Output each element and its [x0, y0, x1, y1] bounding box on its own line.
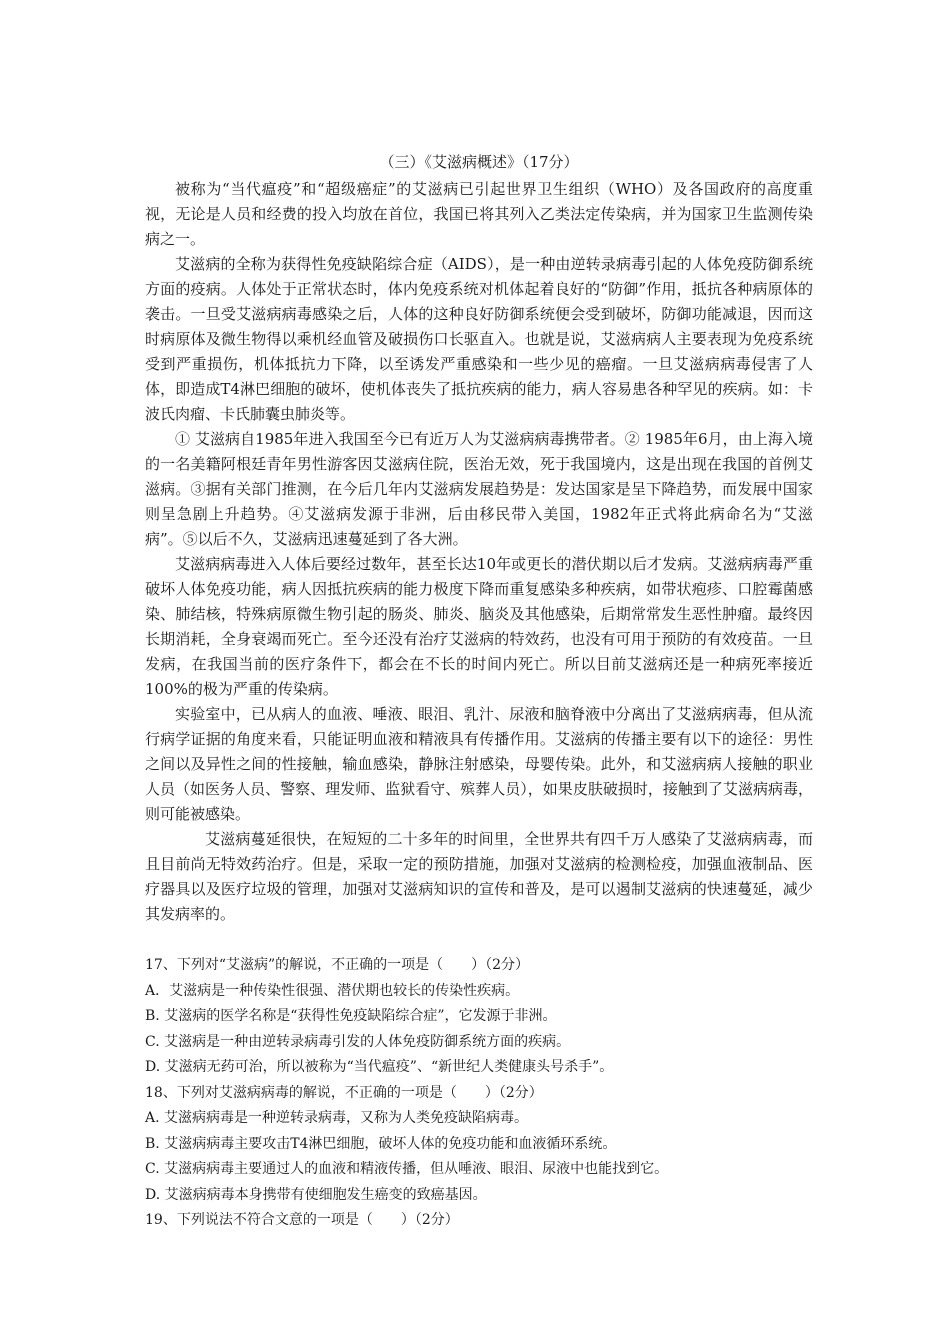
paragraph-3: ① 艾滋病自1985年进入我国至今已有近万人为艾滋病病毒携带者。② 1985年6月，由上海入境的一名美籍阿根廷青年男性游客因艾滋病住院，医治无效，死于我国境内，这是出现在我国的首例艾滋病。③据有关部门推测，在今后几年内艾滋病发展趋势是：发达国家是呈下降趋势，而发展中国家则呈急剧上升趋势。④艾滋病发源于非洲，后由移民带入美国，1982年正式将此病命名为“艾滋病”。⑤以后不久，艾滋病迅速蔓延到了各大洲。: [145, 430, 813, 548]
question-19-stem: 19、下列说法不符合文意的一项是（ ）（2分）: [145, 1212, 459, 1228]
question-18-option-c: C. 艾滋病病毒主要通过人的血液和精液传播，但从唾液、眼泪、尿液中也能找到它。: [145, 1161, 669, 1177]
question-18-option-b: B. 艾滋病病毒主要攻击T4淋巴细胞，破坏人体的免疫功能和血液循环系统。: [145, 1135, 617, 1152]
paragraph-6: 艾滋病蔓延很快，在短短的二十多年的时间里，全世界共有四千万人感染了艾滋病病毒，而且目前尚无特效药治疗。但是，采取一定的预防措施，加强对艾滋病的检测检疫，加强血液制品、医疗器具以及医疗垃圾的管理，加强对艾滋病知识的宣传和普及，是可以遏制艾滋病的快速蔓延，减少其发病率的。: [145, 830, 813, 923]
paragraph-2: 艾滋病的全称为获得性免疫缺陷综合症（AIDS），是一种由逆转录病毒引起的人体免疫防御系统方面的疫病。人体处于正常状态时，体内免疫系统对机体起着良好的“防御”作用，抵抗各种病原体的袭击。一旦受艾滋病病毒感染之后，人体的这种良好防御系统便会受到破坏，防御功能减退，因而这时病原体及微生物得以乘机经血管及破损伤口长驱直入。也就是说，艾滋病病人主要表现为免疫系统受到严重损伤，机体抵抗力下降，以至诱发严重感染和一些少见的癌瘤。一旦艾滋病病毒侵害了人体，即造成T4淋巴细胞的破坏，使机体丧失了抵抗疾病的能力，病人容易患各种罕见的疾病。如：卡波氏肉瘤、卡氏肺囊虫肺炎等。: [145, 255, 813, 423]
paragraph-1: 被称为“当代瘟疫”和“超级癌症”的艾滋病已引起世界卫生组织（WHO）及各国政府的高度重视，无论是人员和经费的投入均放在首位，我国已将其列入乙类法定传染病，并为国家卫生监测传染病之一。: [145, 180, 813, 248]
paragraph-4: 艾滋病病毒进入人体后要经过数年，甚至长达10年或更长的潜伏期以后才发病。艾滋病病毒严重破坏人体免疫功能，病人因抵抗疾病的能力极度下降而重复感染多种疾病，如带状疱疹、口腔霉菌感染、肺结核，特殊病原微生物引起的肠炎、肺炎、脑炎及其他感染，后期常常发生恶性肿瘤。最终因长期消耗，全身衰竭而死亡。至今还没有治疗艾滋病的特效药，也没有可用于预防的有效疫苗。一旦发病，在我国当前的医疗条件下，都会在不长的时间内死亡。所以目前艾滋病还是一种病死率接近100%的极为严重的传染病。: [145, 555, 813, 698]
question-18-option-d: D. 艾滋病病毒本身携带有使细胞发生癌变的致癌基因。: [145, 1186, 487, 1203]
question-18-option-a: A. 艾滋病病毒是一种逆转录病毒，又称为人类免疫缺陷病毒。: [145, 1110, 529, 1126]
question-list: [145, 953, 813, 1234]
document-content: [145, 150, 813, 1234]
question-17-option-a: A．艾滋病是一种传染性很强、潜伏期也较长的传染性疾病。: [145, 982, 520, 999]
paragraph-5: 实验室中，已从病人的血液、唾液、眼泪、乳汁、尿液和脑脊液中分离出了艾滋病病毒，但从流行病学证据的角度来看，只能证明血液和精液具有传播作用。艾滋病的传播主要有以下的途径：男性之间以及异性之间的性接触，输血感染，静脉注射感染，母婴传染。此外，和艾滋病病人接触的职业人员（如医务人员、警察、理发师、监狱看守、殡葬人员），如果皮肤破损时，接触到了艾滋病病毒，则可能被感染。: [145, 705, 813, 823]
section-title: （三）《艾滋病概述》（17分）: [379, 153, 579, 171]
question-18-stem: 18、下列对艾滋病病毒的解说，不正确的一项是（ ）（2分）: [145, 1084, 543, 1101]
question-17-option-d: D. 艾滋病无药可治，所以被称为“当代瘟疫”、“新世纪人类健康头号杀手”。: [145, 1059, 614, 1075]
question-17-stem: 17、下列对“艾滋病”的解说，不正确的一项是（ ）（2分）: [145, 957, 530, 973]
question-17-option-c: C. 艾滋病是一种由逆转录病毒引发的人体免疫防御系统方面的疾病。: [145, 1033, 571, 1050]
question-17-option-b: B. 艾滋病的医学名称是“获得性免疫缺陷综合症”，它发源于非洲。: [145, 1008, 557, 1024]
